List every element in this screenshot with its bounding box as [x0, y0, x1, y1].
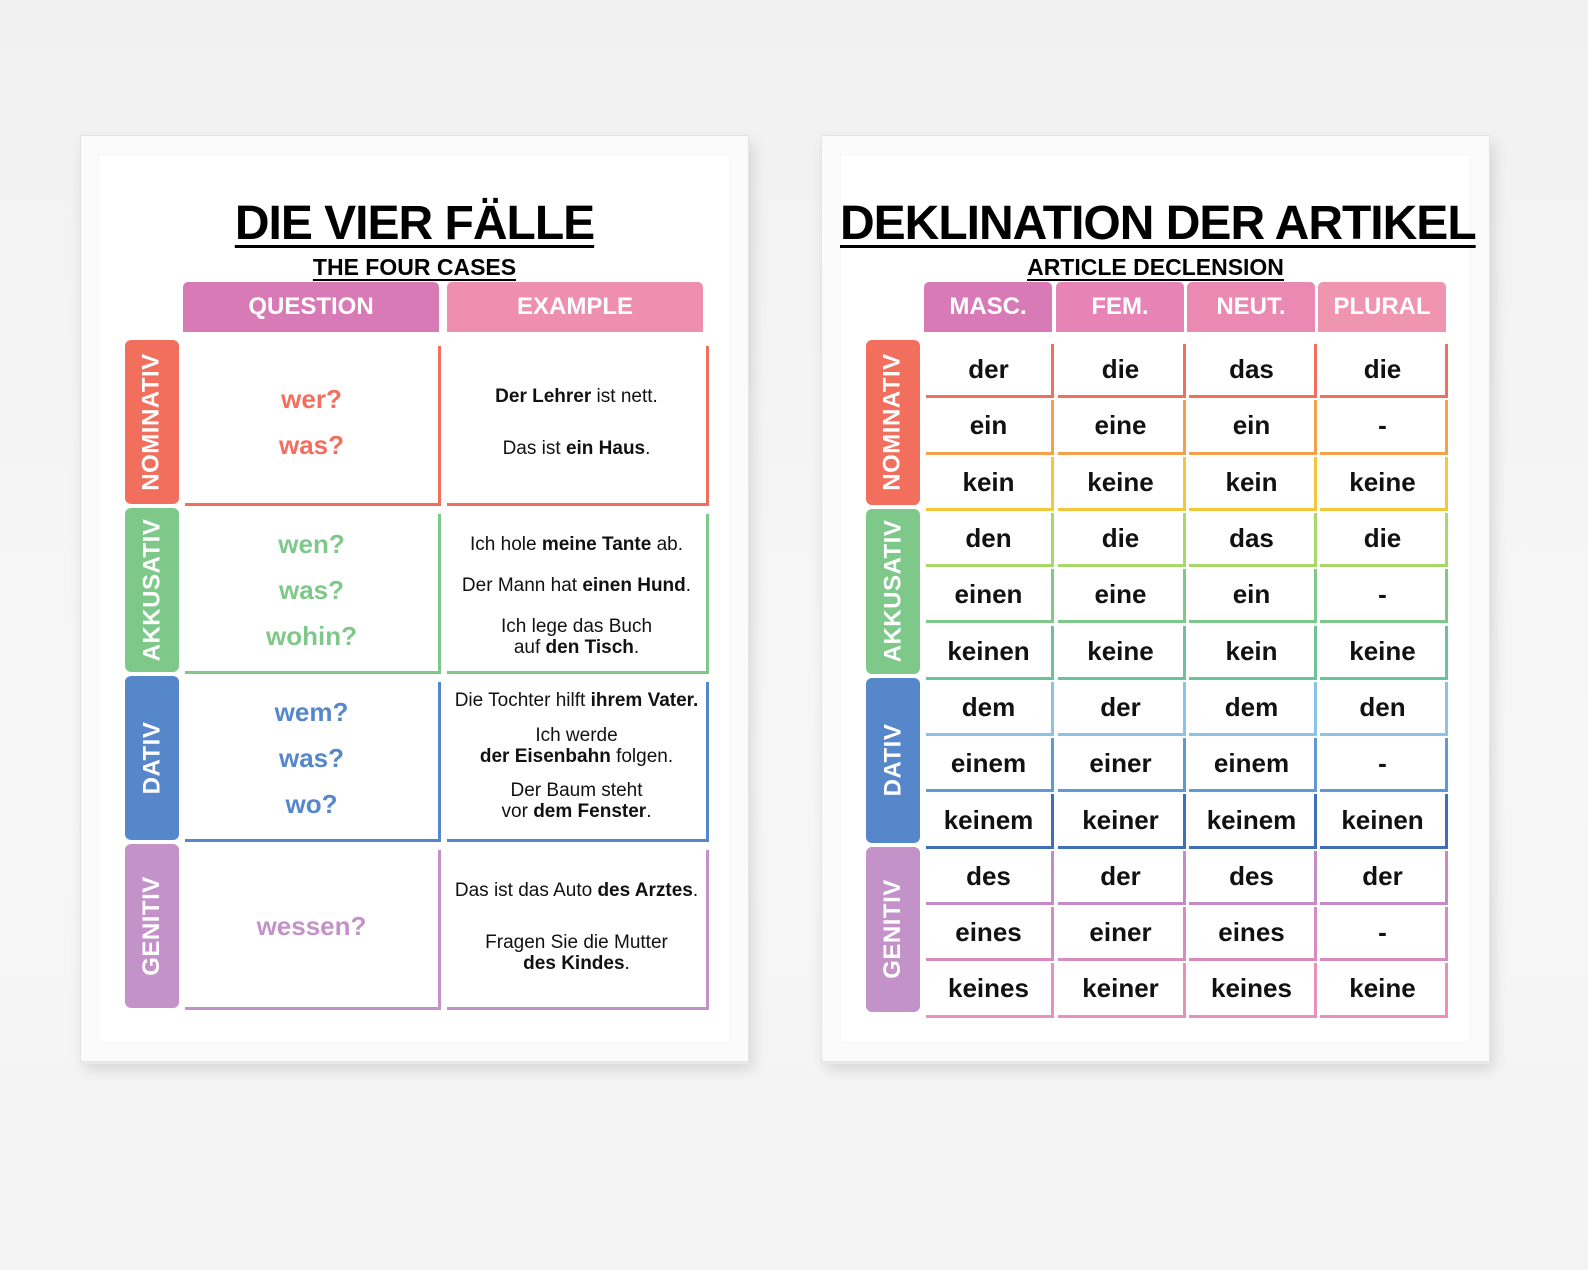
example-line — [447, 953, 706, 974]
example-cell — [447, 682, 709, 842]
example-text: Der Baum steht — [510, 780, 643, 801]
example-emphasis: den Tisch — [545, 637, 634, 658]
case-label-akkusativ — [125, 508, 179, 672]
example-line — [447, 616, 706, 637]
example-text: Der Mann hat — [461, 575, 583, 596]
page-title: DIE VIER FÄLLE — [234, 197, 595, 250]
example-text: Ich hole — [470, 534, 542, 555]
poster-article-declension — [840, 154, 1476, 1043]
case-label-dativ — [125, 676, 179, 840]
example-text: ist nett. — [591, 386, 658, 407]
example-cell — [447, 346, 709, 506]
example-line — [447, 932, 706, 953]
article-cell: keinen — [926, 626, 1054, 680]
example-text: Die Tochter hilft — [454, 690, 591, 711]
page-subtitle: THE FOUR CASES — [312, 254, 517, 280]
example-emphasis: ein Haus — [565, 438, 646, 459]
example-line — [447, 637, 706, 658]
article-cell: keiner — [1058, 794, 1186, 848]
case-label-text: AKKUSATIV — [879, 519, 907, 663]
question-word: wer? — [281, 384, 342, 414]
header-neut: NEUT. — [1187, 282, 1315, 332]
example-line — [447, 690, 706, 711]
article-cell: der — [1058, 682, 1186, 736]
example-text: Fragen Sie die Mutter — [485, 932, 668, 953]
question-word: was? — [278, 743, 345, 773]
example-text: Ich werde — [535, 725, 618, 746]
example-text: auf — [513, 637, 546, 658]
article-cell: - — [1320, 400, 1448, 454]
header-example: EXAMPLE — [447, 282, 703, 332]
case-label-text: DATIV — [879, 723, 906, 797]
question-cell — [185, 850, 441, 1010]
example-emphasis: ihrem Vater. — [590, 690, 699, 711]
article-cell: keines — [926, 963, 1054, 1017]
article-cell: der — [926, 344, 1054, 398]
article-cell: einer — [1058, 738, 1186, 792]
article-cell: kein — [926, 457, 1054, 511]
article-cell: eines — [926, 907, 1054, 961]
example-cell — [447, 850, 709, 1010]
article-cell: eine — [1058, 569, 1186, 623]
example-emphasis: des Arztes — [597, 880, 693, 901]
example-text: ab. — [651, 534, 683, 555]
page-subtitle: ARTICLE DECLENSION — [1027, 254, 1284, 280]
example-text: . — [685, 575, 692, 596]
case-label-text: GENITIV — [138, 876, 166, 976]
header-plural: PLURAL — [1318, 282, 1446, 332]
example-line — [447, 801, 706, 822]
article-cell: keine — [1058, 457, 1186, 511]
case-label-dativ — [866, 678, 920, 843]
question-cell — [185, 682, 441, 842]
article-cell: des — [926, 851, 1054, 905]
article-cell: die — [1320, 344, 1448, 398]
question-word: wessen? — [256, 911, 367, 941]
case-label-nominativ — [125, 340, 179, 504]
header-masc: MASC. — [924, 282, 1052, 332]
question-word: wem? — [274, 697, 349, 727]
poster-frame-left — [80, 135, 749, 1062]
article-cell: dem — [1189, 682, 1317, 736]
case-label-text: DATIV — [138, 721, 165, 795]
article-cell: keines — [1189, 963, 1317, 1017]
article-cell: das — [1189, 344, 1317, 398]
article-cell: der — [1058, 851, 1186, 905]
article-cell: den — [926, 513, 1054, 567]
question-cell — [185, 514, 441, 674]
case-label-text: GENITIV — [879, 879, 907, 979]
page-title: DEKLINATION DER ARTIKEL — [840, 197, 1476, 250]
article-cell: kein — [1189, 457, 1317, 511]
case-label-text: NOMINATIV — [138, 353, 166, 491]
article-cell: kein — [1189, 626, 1317, 680]
article-cell: - — [1320, 907, 1448, 961]
example-text: . — [645, 438, 651, 459]
article-cell: eine — [1058, 400, 1186, 454]
example-line — [447, 534, 706, 555]
question-word: wen? — [278, 529, 345, 559]
article-cell: die — [1058, 513, 1186, 567]
question-word: wohin? — [266, 621, 357, 651]
case-label-text: NOMINATIV — [879, 353, 907, 492]
article-cell: das — [1189, 513, 1317, 567]
article-cell: keine — [1058, 626, 1186, 680]
example-text: Ich lege das Buch — [500, 616, 653, 637]
article-cell: die — [1058, 344, 1186, 398]
article-cell: keinen — [1320, 794, 1448, 848]
article-cell: ein — [1189, 400, 1317, 454]
question-word: was? — [278, 575, 345, 605]
article-cell: einem — [926, 738, 1054, 792]
example-text: vor — [501, 801, 534, 822]
article-cell: ein — [926, 400, 1054, 454]
article-cell: ein — [1189, 569, 1317, 623]
question-word: wo? — [285, 789, 338, 819]
header-question: QUESTION — [183, 282, 439, 332]
article-cell: - — [1320, 738, 1448, 792]
poster-four-cases — [99, 154, 730, 1043]
example-line — [447, 746, 706, 767]
example-text: folgen. — [610, 746, 674, 767]
example-text: Das ist das Auto — [454, 880, 598, 901]
case-label-genitiv — [125, 844, 179, 1008]
header-fem: FEM. — [1056, 282, 1184, 332]
article-cell: der — [1320, 851, 1448, 905]
article-cell: keine — [1320, 963, 1448, 1017]
example-line — [447, 438, 706, 459]
example-line — [447, 880, 706, 901]
example-emphasis: der Eisenbahn — [479, 746, 611, 767]
example-emphasis: einen Hund — [582, 575, 686, 596]
example-emphasis: dem Fenster — [533, 801, 647, 822]
article-cell: einen — [926, 569, 1054, 623]
example-line — [447, 725, 706, 746]
article-cell: einem — [1189, 738, 1317, 792]
example-text: . — [646, 801, 652, 822]
article-cell: eines — [1189, 907, 1317, 961]
case-label-akkusativ — [866, 509, 920, 674]
example-cell — [447, 514, 709, 674]
article-cell: einer — [1058, 907, 1186, 961]
case-label-text: AKKUSATIV — [138, 518, 166, 662]
question-cell — [185, 346, 441, 506]
example-line — [447, 575, 706, 596]
case-label-genitiv — [866, 847, 920, 1012]
article-cell: dem — [926, 682, 1054, 736]
article-cell: keinem — [926, 794, 1054, 848]
poster-frame-right — [821, 135, 1490, 1062]
example-line — [447, 386, 706, 407]
article-cell: keine — [1320, 626, 1448, 680]
example-emphasis: des Kindes — [523, 953, 625, 974]
article-cell: des — [1189, 851, 1317, 905]
example-text: . — [692, 880, 699, 901]
example-text: . — [633, 637, 640, 658]
article-cell: den — [1320, 682, 1448, 736]
example-text: . — [624, 953, 630, 974]
example-emphasis: Der Lehrer — [495, 386, 592, 407]
article-cell: keine — [1320, 457, 1448, 511]
example-emphasis: meine Tante — [541, 534, 652, 555]
question-word: was? — [278, 430, 345, 460]
example-line — [447, 780, 706, 801]
article-cell: die — [1320, 513, 1448, 567]
article-cell: keinem — [1189, 794, 1317, 848]
article-cell: - — [1320, 569, 1448, 623]
example-text: Das ist — [502, 438, 566, 459]
article-cell: keiner — [1058, 963, 1186, 1017]
case-label-nominativ — [866, 340, 920, 505]
